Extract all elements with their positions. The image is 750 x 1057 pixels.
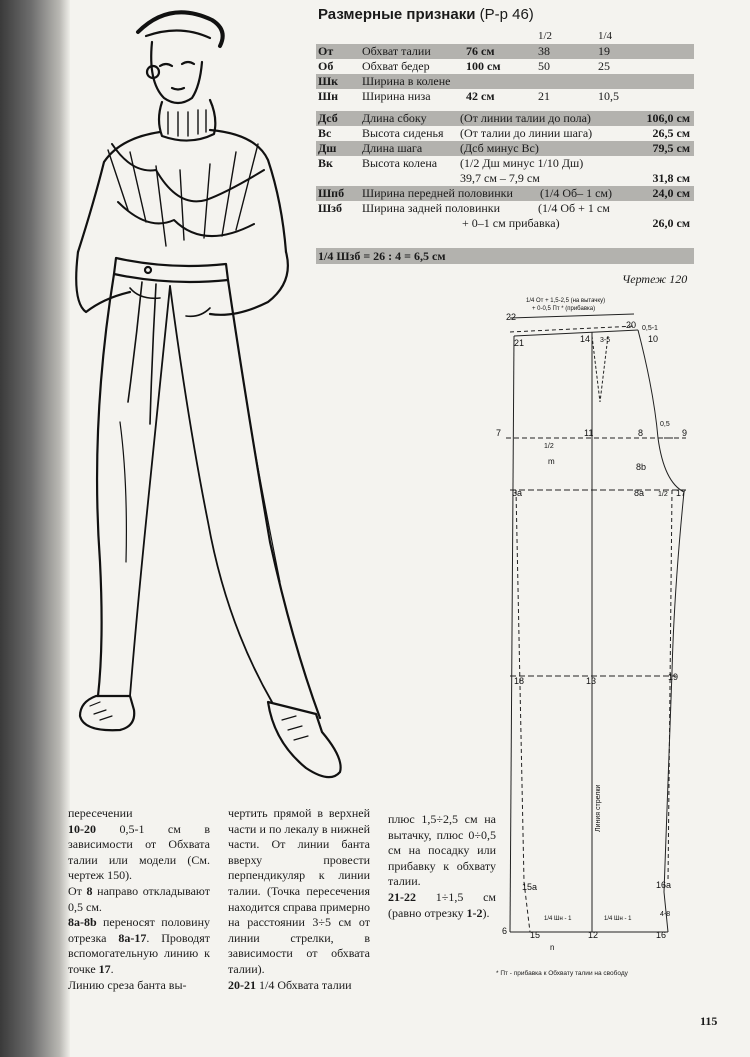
draft-point: 3-5 — [600, 337, 611, 344]
draft-point: 15a — [522, 882, 538, 892]
paragraph — [68, 822, 210, 884]
text-run-bold: 20-21 — [228, 977, 256, 992]
table-row — [316, 186, 694, 201]
row-name: Высота сиденья — [362, 126, 444, 140]
draft-point: 10 — [648, 334, 659, 344]
text-run: направо откладывают 0,5 см. — [68, 883, 210, 914]
row-desc-2: + 0–1 см прибавка) — [462, 216, 560, 230]
draft-point: 8b — [636, 462, 647, 472]
row-desc: (1/4 Об– 1 см) — [540, 186, 613, 200]
text-column-1 — [68, 806, 210, 993]
row-code: Дш — [318, 141, 337, 155]
row-name: Ширина в колене — [362, 74, 451, 88]
paragraph — [68, 978, 210, 994]
text-run: Линию среза банта вы- — [68, 977, 187, 992]
row-code: Шпб — [318, 186, 345, 200]
text-column-3 — [388, 812, 496, 921]
row-name: Обхват бедер — [362, 59, 430, 73]
paragraph — [388, 890, 496, 921]
text-run: плюс 1,5÷2,5 см на вытачку, плюс 0÷0,5 см на посадку или прибавку к обхвату талии. — [388, 812, 496, 889]
trouser-pattern-draft — [496, 292, 696, 952]
text-run: переносят половину отрезка — [68, 915, 210, 945]
draft-point: 1/2 — [658, 491, 668, 498]
paragraph — [68, 806, 210, 822]
draft-note-1: 1/4 От + 1,5-2,5 (на вытачку) — [526, 298, 606, 304]
table-row — [316, 44, 694, 59]
row-desc: (1/2 Дш минус 1/10 Дш) — [460, 156, 584, 170]
row-name: Обхват талии — [362, 44, 431, 58]
draft-footnote: * Пт - прибавка к Обхвату талии на свободу — [496, 970, 628, 977]
draft-point: 8 — [638, 428, 644, 438]
paragraph — [68, 884, 210, 915]
draft-point: 22 — [506, 312, 517, 322]
text-run: От — [68, 883, 87, 898]
text-run: . — [110, 961, 114, 976]
row-code: Вк — [318, 156, 333, 170]
draft-point: 18 — [514, 676, 525, 686]
row-code: Дсб — [318, 111, 338, 125]
text-run-bold: 21-22 — [388, 889, 416, 904]
draft-point: 8a — [634, 488, 645, 498]
draft-point: 15 — [530, 930, 541, 940]
row-result: 26,0 см — [652, 216, 690, 230]
table-row — [316, 59, 694, 74]
draft-point: 0,5-1 — [642, 325, 658, 332]
draft-note-2: + 0-0,5 Пт * (прибавка) — [532, 306, 596, 312]
header-quarter: 1/4 — [598, 30, 613, 42]
table-row — [316, 141, 694, 156]
row-code: Шзб — [318, 201, 342, 215]
draft-point: 1/2 — [544, 443, 554, 450]
row-result: 31,8 см — [652, 171, 690, 185]
draft-point: m — [548, 457, 555, 466]
row-name: Ширина задней половинки — [362, 201, 501, 215]
table-row — [316, 201, 694, 231]
row-desc: (От талии до линии шага) — [460, 126, 593, 140]
table-row — [316, 74, 694, 89]
draft-point: 6 — [502, 926, 508, 936]
row-code: Вс — [318, 126, 332, 140]
text-run: пересечении — [68, 806, 133, 820]
row-desc: (От линии талии до пола) — [460, 111, 591, 125]
text-run-bold: 17 — [98, 961, 111, 976]
row-half: 38 — [538, 44, 550, 58]
row-quarter: 19 — [598, 44, 610, 58]
text-run: 1/4 Обхвата талии — [256, 977, 352, 992]
draft-point: 20 — [626, 320, 637, 330]
row-code: От — [318, 44, 334, 58]
table-row — [316, 89, 694, 104]
row-desc-2: 39,7 см – 7,9 см — [460, 171, 540, 185]
row-result: 24,0 см — [652, 186, 690, 200]
row-quarter: 25 — [598, 59, 610, 73]
text-run-bold: 8 — [86, 883, 93, 898]
size-table-title — [318, 6, 534, 23]
draft-point: 16a — [656, 880, 672, 890]
row-half: 21 — [538, 89, 550, 103]
size-label: (Р-р 46) — [479, 6, 534, 23]
text-run: . Проводят вспомогательную линию к точке — [68, 930, 210, 976]
row-name: Длина шага — [362, 141, 423, 155]
hem-left-label: 1/4 Шн - 1 — [544, 916, 572, 922]
table-row — [316, 156, 694, 186]
text-run: чертить прямой в верхней части и по лекалу в нижней части. От линии банта вверху провести перпендикуляр к линии талии. (Точка пересечения находится справа примерно на расстоянии 3÷5 см от линии стрелки, в зависимости от обхвата талии). — [228, 806, 370, 976]
row-name: Ширина низа — [362, 89, 431, 103]
paragraph — [228, 806, 370, 978]
row-name: Длина сбоку — [362, 111, 427, 125]
draft-point: 14 — [580, 334, 591, 344]
draft-point: 11 — [584, 428, 594, 438]
formula-bar: 1/4 Шзб = 26 : 4 = 6,5 см — [316, 248, 694, 264]
row-name: Ширина передней половинки — [362, 186, 513, 200]
row-desc: (1/4 Об + 1 см — [538, 201, 610, 215]
text-run-bold: 8а-8b — [68, 915, 97, 930]
draft-point: 16 — [656, 930, 667, 940]
row-code: Шн — [318, 89, 339, 103]
row-half: 50 — [538, 59, 550, 73]
row-value: 76 см — [466, 44, 495, 58]
size-table-title-text: Размерные признаки — [318, 6, 476, 23]
draft-point: n — [550, 943, 555, 952]
size-table — [316, 30, 694, 231]
draft-point: 17 — [676, 488, 687, 498]
draft-point: 3a — [512, 488, 523, 498]
row-code: Об — [318, 59, 334, 73]
draft-point: 21 — [514, 338, 525, 348]
paragraph — [68, 915, 210, 977]
size-table-header — [316, 30, 694, 44]
row-value: 100 см — [466, 59, 501, 73]
draft-point: 7 — [496, 428, 502, 438]
draft-point: 12 — [588, 930, 599, 940]
paragraph — [388, 812, 496, 890]
header-half: 1/2 — [538, 30, 553, 42]
text-run-bold: 10-20 — [68, 821, 96, 836]
row-result: 106,0 см — [646, 111, 690, 125]
text-run: ). — [482, 905, 490, 920]
table-row — [316, 111, 694, 126]
row-result: 79,5 см — [652, 141, 690, 155]
draft-point: 9 — [682, 428, 688, 438]
hem-right-label: 1/4 Шн - 1 — [604, 916, 632, 922]
draft-point: 0,5 — [660, 421, 670, 428]
draft-point: 13 — [586, 676, 597, 686]
row-quarter: 10,5 — [598, 89, 619, 103]
table-row — [316, 126, 694, 141]
text-run: 0,5-1 см в зависимости от Обхвата талии или модели (См. чертеж 150). — [68, 821, 210, 883]
draft-point: 19 — [668, 672, 679, 682]
fashion-illustration — [60, 2, 360, 802]
text-column-2 — [228, 806, 370, 993]
text-run-bold: 8а-17 — [118, 930, 147, 945]
crease-line-label: Линия стрелки — [595, 784, 602, 832]
row-code: Шк — [318, 74, 339, 88]
paragraph — [228, 978, 370, 994]
draft-point: 4-8 — [660, 911, 671, 918]
row-result: 26,5 см — [652, 126, 690, 140]
text-run: 1÷1,5 см (равно отрезку — [388, 889, 496, 920]
page-number: 115 — [700, 1014, 718, 1028]
drawing-caption: Чертеж 120 — [622, 272, 688, 286]
row-desc: (Дсб минус Вс) — [460, 141, 539, 155]
text-run-bold: 1-2 — [466, 905, 483, 920]
row-value: 42 см — [466, 89, 495, 103]
row-name: Высота колена — [362, 156, 438, 170]
